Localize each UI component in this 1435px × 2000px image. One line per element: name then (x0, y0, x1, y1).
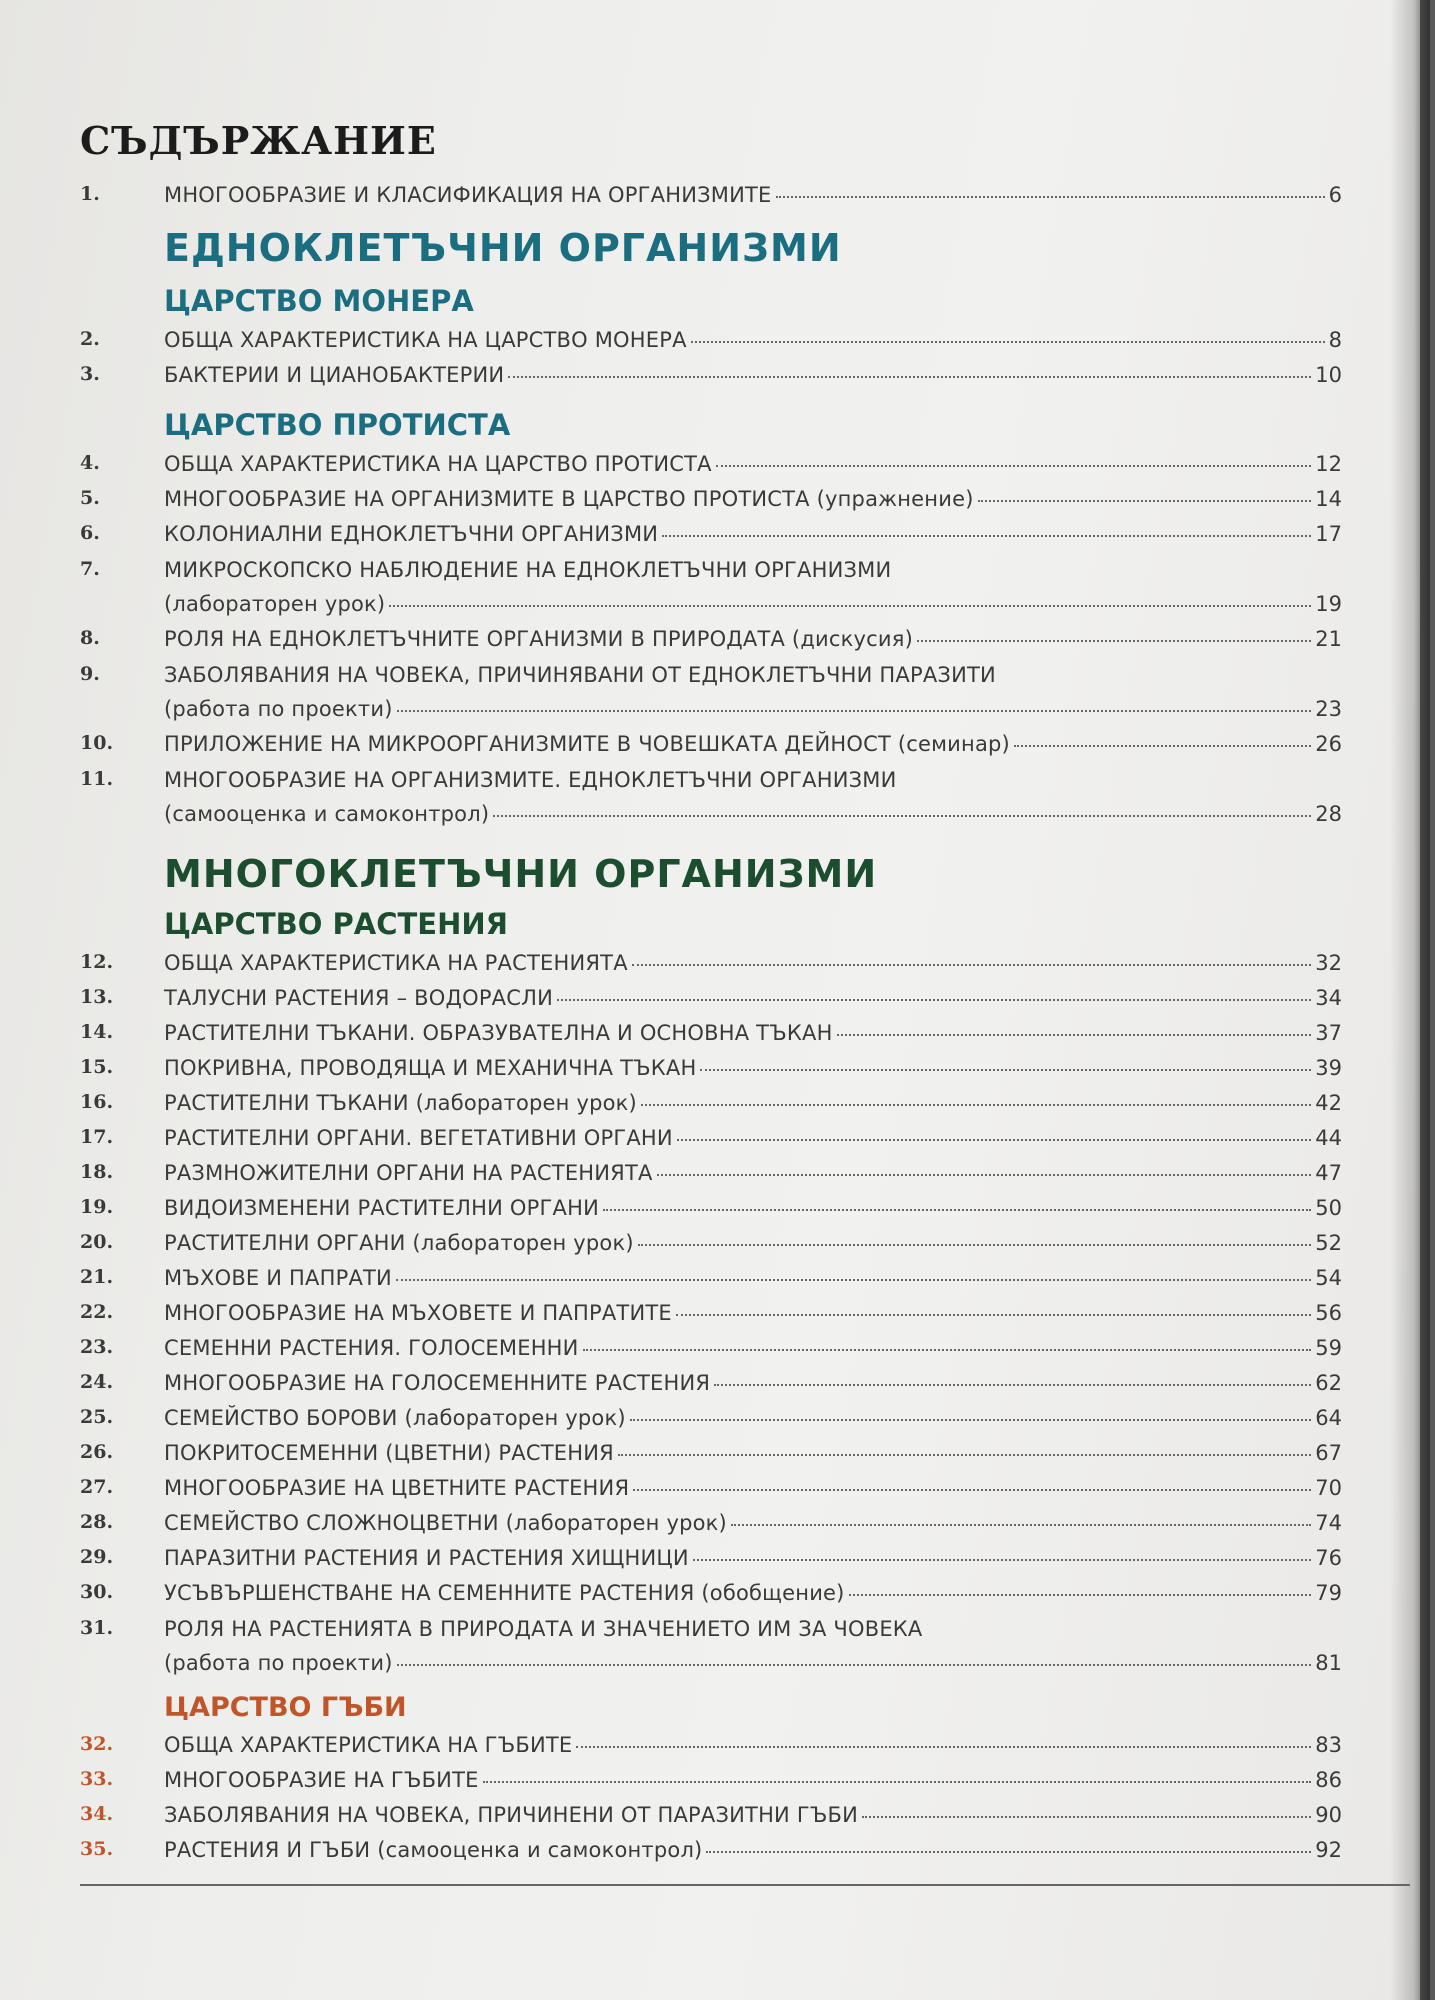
dot-leader (676, 1313, 1311, 1316)
entry-page: 81 (1315, 1651, 1342, 1675)
toc-entry (0, 1196, 1420, 1230)
dot-leader (389, 604, 1311, 607)
entry-number: 13. (80, 986, 114, 1008)
dot-leader (693, 1558, 1311, 1561)
toc-entry (0, 1056, 1420, 1090)
entry-page: 34 (1315, 986, 1342, 1010)
dot-leader (638, 1243, 1312, 1246)
toc-entry (0, 1126, 1420, 1160)
entry-number: 28. (80, 1511, 114, 1533)
entry-number: 27. (80, 1476, 114, 1498)
entry-page: 86 (1315, 1768, 1342, 1792)
toc-entry (0, 986, 1420, 1020)
entry-page: 90 (1315, 1803, 1342, 1827)
entry-number: 5. (80, 487, 100, 509)
entry-number: 19. (80, 1196, 114, 1218)
dot-leader (862, 1815, 1311, 1818)
dot-leader (978, 499, 1312, 502)
dot-leader (508, 375, 1311, 378)
entry-number: 34. (80, 1803, 114, 1825)
entry-number: 20. (80, 1231, 114, 1253)
entry-title: (работа по проекти) (164, 1651, 393, 1675)
toc-entry (0, 1161, 1420, 1195)
entry-title-first-line: МИКРОСКОПСКО НАБЛЮДЕНИЕ НА ЕДНОКЛЕТЪЧНИ ОРГАНИЗМИ (164, 558, 892, 582)
entry-number: 35. (80, 1838, 114, 1860)
dot-leader (618, 1453, 1311, 1456)
dot-leader (557, 998, 1311, 1001)
entry-page: 52 (1315, 1231, 1342, 1255)
dot-leader (397, 1663, 1312, 1666)
entry-title: СЕМЕЙСТВО БОРОВИ (лабораторен урок) (164, 1406, 626, 1430)
entry-title-first-line: РОЛЯ НА РАСТЕНИЯТА В ПРИРОДАТА И ЗНАЧЕНИЕТО ИМ ЗА ЧОВЕКА (164, 1617, 923, 1641)
entry-title: СЕМЕННИ РАСТЕНИЯ. ГОЛОСЕМЕННИ (164, 1336, 579, 1360)
entry-title: РОЛЯ НА ЕДНОКЛЕТЪЧНИТЕ ОРГАНИЗМИ В ПРИРОДАТА (дискусия) (164, 627, 913, 651)
entry-number: 16. (80, 1091, 114, 1113)
entry-number: 11. (80, 768, 114, 790)
entry-page: 19 (1315, 592, 1342, 616)
entry-number: 22. (80, 1301, 114, 1323)
toc-entry (0, 1803, 1420, 1837)
toc-entry (0, 627, 1420, 661)
entry-page: 70 (1315, 1476, 1342, 1500)
entry-title: МНОГООБРАЗИЕ НА ГЪБИТЕ (164, 1768, 479, 1792)
entry-number: 17. (80, 1126, 114, 1148)
toc-entry (0, 1768, 1420, 1802)
toc-entry (0, 1441, 1420, 1475)
dot-leader (706, 1850, 1311, 1853)
toc-entry (0, 1266, 1420, 1300)
dot-leader (657, 1173, 1312, 1176)
toc-entry (0, 487, 1420, 521)
entry-title: ПРИЛОЖЕНИЕ НА МИКРООРГАНИЗМИТЕ В ЧОВЕШКАТА ДЕЙНОСТ (семинар) (164, 732, 1010, 756)
dot-leader (700, 1068, 1311, 1071)
entry-page: 44 (1315, 1126, 1342, 1150)
entry-number: 3. (80, 363, 100, 385)
entry-title: КОЛОНИАЛНИ ЕДНОКЛЕТЪЧНИ ОРГАНИЗМИ (164, 522, 659, 546)
dot-leader (493, 814, 1311, 817)
entry-title: ОБЩА ХАРАКТЕРИСТИКА НА ЦАРСТВО ПРОТИСТА (164, 452, 712, 476)
toc-entry (0, 452, 1420, 486)
entry-page: 47 (1315, 1161, 1342, 1185)
entry-title: ОБЩА ХАРАКТЕРИСТИКА НА ЦАРСТВО МОНЕРА (164, 328, 687, 352)
entry-title: МНОГООБРАЗИЕ И КЛАСИФИКАЦИЯ НА ОРГАНИЗМИТЕ (164, 183, 772, 207)
kingdom-title-protista: ЦАРСТВО ПРОТИСТА (164, 408, 511, 442)
entry-title: МНОГООБРАЗИЕ НА ОРГАНИЗМИТЕ В ЦАРСТВО ПРОТИСТА (упражнение) (164, 487, 974, 511)
entry-title: ЗАБОЛЯВАНИЯ НА ЧОВЕКА, ПРИЧИНЕНИ ОТ ПАРАЗИТНИ ГЪБИ (164, 1803, 859, 1827)
dot-leader (1014, 744, 1311, 747)
toc-entry (0, 1733, 1420, 1767)
dot-leader (731, 1523, 1311, 1526)
section-title-multicellular: МНОГОКЛЕТЪЧНИ ОРГАНИЗМИ (164, 852, 878, 896)
entry-number: 1. (80, 183, 100, 205)
dot-leader (633, 1488, 1311, 1491)
entry-number: 24. (80, 1371, 114, 1393)
toc-entry (0, 1581, 1420, 1615)
entry-page: 76 (1315, 1546, 1342, 1570)
entry-title: МНОГООБРАЗИЕ НА ГОЛОСЕМЕННИТЕ РАСТЕНИЯ (164, 1371, 711, 1395)
entry-page: 83 (1315, 1733, 1342, 1757)
entry-title: МНОГООБРАЗИЕ НА МЪХОВЕТЕ И ПАПРАТИТЕ (164, 1301, 672, 1325)
entry-page: 74 (1315, 1511, 1342, 1535)
dot-leader (576, 1745, 1311, 1748)
entry-number: 18. (80, 1161, 114, 1183)
toc-entry (0, 663, 1420, 731)
entry-page: 14 (1315, 487, 1342, 511)
toc-entry (0, 1231, 1420, 1265)
dot-leader (632, 963, 1312, 966)
toc-entry (0, 363, 1420, 397)
toc-entry (0, 522, 1420, 556)
entry-title: РАСТИТЕЛНИ ТЪКАНИ. ОБРАЗУВАТЕЛНА И ОСНОВНА ТЪКАН (164, 1021, 833, 1045)
entry-title: РАСТИТЕЛНИ ОРГАНИ (лабораторен урок) (164, 1231, 634, 1255)
toc-entry (0, 1476, 1420, 1510)
entry-number: 26. (80, 1441, 114, 1463)
dot-leader (691, 340, 1325, 343)
dot-leader (396, 1278, 1311, 1281)
dot-leader (603, 1208, 1311, 1211)
dot-leader (483, 1780, 1312, 1783)
entry-title: ВИДОИЗМЕНЕНИ РАСТИТЕЛНИ ОРГАНИ (164, 1196, 600, 1220)
entry-page: 37 (1315, 1021, 1342, 1045)
entry-page: 23 (1315, 697, 1342, 721)
entry-title: ОБЩА ХАРАКТЕРИСТИКА НА ГЪБИТЕ (164, 1733, 573, 1757)
toc-entry (0, 951, 1420, 985)
dot-leader (714, 1383, 1311, 1386)
entry-page: 59 (1315, 1336, 1342, 1360)
dot-leader (776, 195, 1325, 198)
entry-page: 50 (1315, 1196, 1342, 1220)
dot-leader (716, 464, 1312, 467)
toc-entry (0, 1546, 1420, 1580)
entry-title: ОБЩА ХАРАКТЕРИСТИКА НА РАСТЕНИЯТА (164, 951, 628, 975)
dot-leader (837, 1033, 1312, 1036)
entry-number: 32. (80, 1733, 114, 1755)
kingdom-title-monera: ЦАРСТВО МОНЕРА (164, 284, 474, 318)
entry-number: 12. (80, 951, 114, 973)
entry-page: 8 (1328, 328, 1342, 352)
toc-entry (0, 558, 1420, 626)
entry-number: 21. (80, 1266, 114, 1288)
toc-entry (0, 1617, 1420, 1685)
toc-entry (0, 1511, 1420, 1545)
entry-title-first-line: МНОГООБРАЗИЕ НА ОРГАНИЗМИТЕ. ЕДНОКЛЕТЪЧНИ ОРГАНИЗМИ (164, 768, 897, 792)
entry-title: МНОГООБРАЗИЕ НА ЦВЕТНИТЕ РАСТЕНИЯ (164, 1476, 630, 1500)
entry-number: 7. (80, 558, 100, 580)
entry-number: 2. (80, 328, 100, 350)
entry-title: РАЗМНОЖИТЕЛНИ ОРГАНИ НА РАСТЕНИЯТА (164, 1161, 653, 1185)
entry-page: 32 (1315, 951, 1342, 975)
entry-title: СЕМЕЙСТВО СЛОЖНОЦВЕТНИ (лабораторен урок) (164, 1511, 727, 1535)
entry-number: 14. (80, 1021, 114, 1043)
entry-title: (работа по проекти) (164, 697, 393, 721)
toc-entry (0, 1301, 1420, 1335)
entry-number: 23. (80, 1336, 114, 1358)
kingdom-title-fungi: ЦАРСТВО ГЪБИ (164, 1692, 407, 1723)
dot-leader (630, 1418, 1312, 1421)
dot-leader (662, 534, 1311, 537)
toc-entry (0, 183, 1420, 217)
entry-page: 6 (1328, 183, 1342, 207)
entry-page: 92 (1315, 1838, 1342, 1862)
entry-title: МЪХОВЕ И ПАПРАТИ (164, 1266, 392, 1290)
entry-page: 10 (1315, 363, 1342, 387)
dot-leader (583, 1348, 1312, 1351)
entry-number: 30. (80, 1581, 114, 1603)
entry-title: (лабораторен урок) (164, 592, 386, 616)
entry-page: 28 (1315, 802, 1342, 826)
entry-page: 21 (1315, 627, 1342, 651)
entry-number: 33. (80, 1768, 114, 1790)
toc-entry (0, 1371, 1420, 1405)
entry-page: 54 (1315, 1266, 1342, 1290)
dot-leader (849, 1593, 1312, 1596)
entry-page: 26 (1315, 732, 1342, 756)
entry-number: 29. (80, 1546, 114, 1568)
entry-number: 31. (80, 1617, 114, 1639)
dot-leader (641, 1103, 1311, 1106)
entry-title-first-line: ЗАБОЛЯВАНИЯ НА ЧОВЕКА, ПРИЧИНЯВАНИ ОТ ЕДНОКЛЕТЪЧНИ ПАРАЗИТИ (164, 663, 996, 687)
entry-title: УСЪВЪРШЕНСТВАНЕ НА СЕМЕННИТЕ РАСТЕНИЯ (обобщение) (164, 1581, 845, 1605)
entry-number: 8. (80, 627, 100, 649)
entry-page: 39 (1315, 1056, 1342, 1080)
entry-title: РАСТЕНИЯ И ГЪБИ (самооценка и самоконтрол) (164, 1838, 703, 1862)
entry-title: ПОКРИВНА, ПРОВОДЯЩА И МЕХАНИЧНА ТЪКАН (164, 1056, 697, 1080)
bottom-rule (80, 1884, 1410, 1886)
toc-entry (0, 1406, 1420, 1440)
dot-leader (397, 709, 1312, 712)
entry-title: РАСТИТЕЛНИ ТЪКАНИ (лабораторен урок) (164, 1091, 637, 1115)
toc-entry (0, 328, 1420, 362)
entry-number: 10. (80, 732, 114, 754)
toc-entry (0, 768, 1420, 836)
toc-entry (0, 1336, 1420, 1370)
entry-number: 4. (80, 452, 100, 474)
toc-entry (0, 732, 1420, 766)
entry-title: ПОКРИТОСЕМЕННИ (ЦВЕТНИ) РАСТЕНИЯ (164, 1441, 614, 1465)
entry-page: 17 (1315, 522, 1342, 546)
entry-page: 62 (1315, 1371, 1342, 1395)
toc-entry (0, 1838, 1420, 1872)
entry-title: ПАРАЗИТНИ РАСТЕНИЯ И РАСТЕНИЯ ХИЩНИЦИ (164, 1546, 689, 1570)
entry-number: 6. (80, 522, 100, 544)
entry-title: (самооценка и самоконтрол) (164, 802, 490, 826)
entry-page: 79 (1315, 1581, 1342, 1605)
entry-page: 56 (1315, 1301, 1342, 1325)
page-title: СЪДЪРЖАНИЕ (80, 118, 437, 163)
entry-title: БАКТЕРИИ И ЦИАНОБАКТЕРИИ (164, 363, 505, 387)
toc-entry (0, 1091, 1420, 1125)
entry-page: 67 (1315, 1441, 1342, 1465)
entry-page: 42 (1315, 1091, 1342, 1115)
dot-leader (677, 1138, 1311, 1141)
dot-leader (917, 639, 1311, 642)
entry-number: 15. (80, 1056, 114, 1078)
toc-entry (0, 1021, 1420, 1055)
entry-number: 9. (80, 663, 100, 685)
kingdom-title-plants: ЦАРСТВО РАСТЕНИЯ (164, 907, 508, 941)
entry-page: 64 (1315, 1406, 1342, 1430)
entry-title: РАСТИТЕЛНИ ОРГАНИ. ВЕГЕТАТИВНИ ОРГАНИ (164, 1126, 673, 1150)
entry-title: ТАЛУСНИ РАСТЕНИЯ – ВОДОРАСЛИ (164, 986, 554, 1010)
entry-page: 12 (1315, 452, 1342, 476)
entry-number: 25. (80, 1406, 114, 1428)
section-title-unicellular: ЕДНОКЛЕТЪЧНИ ОРГАНИЗМИ (164, 226, 842, 270)
